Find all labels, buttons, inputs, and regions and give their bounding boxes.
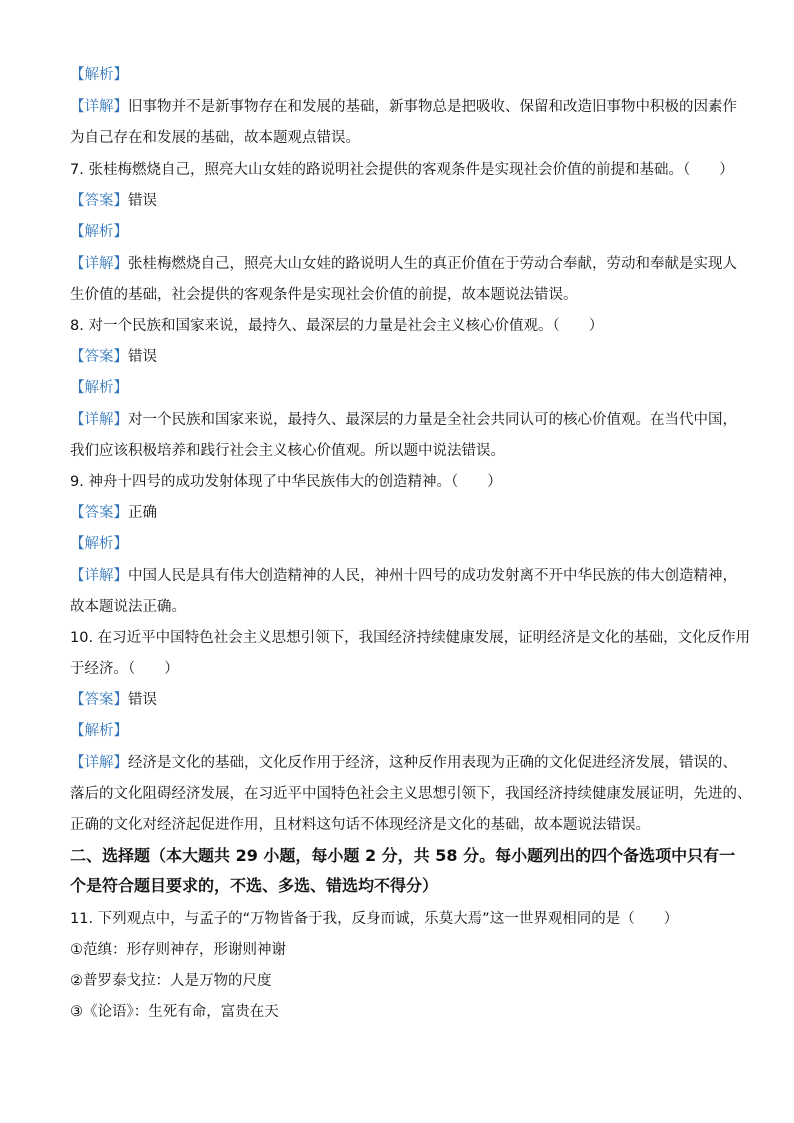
detail-text: 为自己存在和发展的基础，故本题观点错误。 — [70, 130, 360, 146]
answer-value: 正确 — [128, 505, 157, 521]
detail-text: 对一个民族和国家来说，最持久、最深层的力量是全社会共同认可的核心价值观。在当代中国， — [128, 412, 737, 428]
question-11-option-2 — [70, 971, 740, 991]
analysis-tag: 【解析】 — [70, 380, 128, 396]
detail-line-q9-2 — [70, 597, 740, 617]
analysis-label-q7 — [70, 222, 740, 242]
analysis-tag: 【解析】 — [70, 224, 128, 240]
answer-q7 — [70, 191, 740, 211]
question-text: 10. 在习近平中国特色社会主义思想引领下，我国经济持续健康发展，证明经济是文化的基础，文化反作用 — [70, 630, 751, 646]
answer-value: 错误 — [128, 349, 157, 365]
detail-tag: 【详解】 — [70, 256, 128, 272]
detail-text: 我们应该积极培养和践行社会主义核心价值观。所以题中说法错误。 — [70, 443, 505, 459]
detail-tag: 【详解】 — [70, 755, 128, 771]
answer-tag: 【答案】 — [70, 692, 128, 708]
detail-line-q10-2 — [70, 784, 752, 804]
detail-line-q7-1 — [70, 254, 740, 274]
answer-tag: 【答案】 — [70, 505, 128, 521]
answer-tag: 【答案】 — [70, 193, 128, 209]
detail-tag: 【详解】 — [70, 99, 128, 115]
detail-text: 落后的文化阻碍经济发展，在习近平中国特色社会主义思想引领下，我国经济持续健康发展证明，先进的、 — [70, 786, 752, 802]
analysis-tag: 【解析】 — [70, 723, 128, 739]
option-text: ②普罗泰戈拉：人是万物的尺度 — [70, 973, 272, 989]
section-heading-text: 个是符合题目要求的，不选、多选、错选均不得分） — [70, 876, 439, 895]
detail-line-q6-2 — [70, 128, 740, 148]
detail-text: 生价值的基础，社会提供的客观条件是实现社会价值的前提，故本题说法错误。 — [70, 287, 578, 303]
question-text: 9. 神舟十四号的成功发射体现了中华民族伟大的创造精神。（ ） — [70, 474, 502, 490]
question-11 — [70, 909, 740, 929]
question-text: 11. 下列观点中，与孟子的“万物皆备于我，反身而诚，乐莫大焉”这一世界观相同的是（ ） — [70, 911, 679, 927]
question-text: 7. 张桂梅燃烧自己，照亮大山女娃的路说明社会提供的客观条件是实现社会价值的前提和基础。（ ） — [70, 162, 734, 178]
question-9 — [70, 472, 740, 492]
analysis-label-q10 — [70, 721, 740, 741]
detail-text: 故本题说法正确。 — [70, 599, 186, 615]
detail-text: 中国人民是具有伟大创造精神的人民，神州十四号的成功发射离不开中华民族的伟大创造精神， — [128, 568, 737, 584]
detail-text: 张桂梅燃烧自己，照亮大山女娃的路说明人生的真正价值在于劳动合奉献，劳动和奉献是实现人 — [128, 256, 737, 272]
section-heading-line-2 — [70, 876, 740, 896]
question-7 — [70, 160, 740, 180]
section-heading-text: 二、选择题（本大题共 29 小题，每小题 2 分，共 58 分。每小题列出的四个备选项中只有一 — [70, 846, 736, 865]
detail-line-q9-1 — [70, 566, 740, 586]
analysis-label-q8 — [70, 378, 740, 398]
question-10-line-2 — [70, 659, 740, 679]
detail-line-q7-2 — [70, 285, 740, 305]
detail-line-q8-2 — [70, 441, 740, 461]
option-text: ③《论语》：生死有命，富贵在天 — [70, 1004, 279, 1020]
section-heading-line-1 — [70, 846, 740, 866]
detail-line-q6-1 — [70, 97, 740, 117]
analysis-tag: 【解析】 — [70, 536, 128, 552]
analysis-label-q9 — [70, 534, 740, 554]
question-text: 于经济。（ ） — [70, 661, 179, 677]
detail-line-q10-3 — [70, 815, 740, 835]
question-text: 8. 对一个民族和国家来说，最持久、最深层的力量是社会主义核心价值观。（ ） — [70, 318, 604, 334]
analysis-label-q6 — [70, 65, 740, 85]
answer-value: 错误 — [128, 692, 157, 708]
answer-q8 — [70, 347, 740, 367]
detail-text: 旧事物并不是新事物存在和发展的基础，新事物总是把吸收、保留和改造旧事物中积极的因素作 — [128, 99, 737, 115]
detail-text: 正确的文化对经济起促进作用，且材料这句话不体现经济是文化的基础，故本题说法错误。 — [70, 817, 650, 833]
answer-q10 — [70, 690, 740, 710]
option-text: ①范缜：形存则神存，形谢则神谢 — [70, 942, 286, 958]
answer-value: 错误 — [128, 193, 157, 209]
question-11-option-3 — [70, 1002, 740, 1022]
detail-text: 经济是文化的基础，文化反作用于经济，这种反作用表现为正确的文化促进经济发展，错误的、 — [128, 755, 737, 771]
question-10-line-1 — [70, 628, 751, 648]
detail-tag: 【详解】 — [70, 412, 128, 428]
analysis-tag: 【解析】 — [70, 67, 128, 83]
detail-line-q8-1 — [70, 410, 740, 430]
detail-tag: 【详解】 — [70, 568, 128, 584]
answer-tag: 【答案】 — [70, 349, 128, 365]
detail-line-q10-1 — [70, 753, 740, 773]
answer-q9 — [70, 503, 740, 523]
question-8 — [70, 316, 740, 336]
question-11-option-1 — [70, 940, 740, 960]
